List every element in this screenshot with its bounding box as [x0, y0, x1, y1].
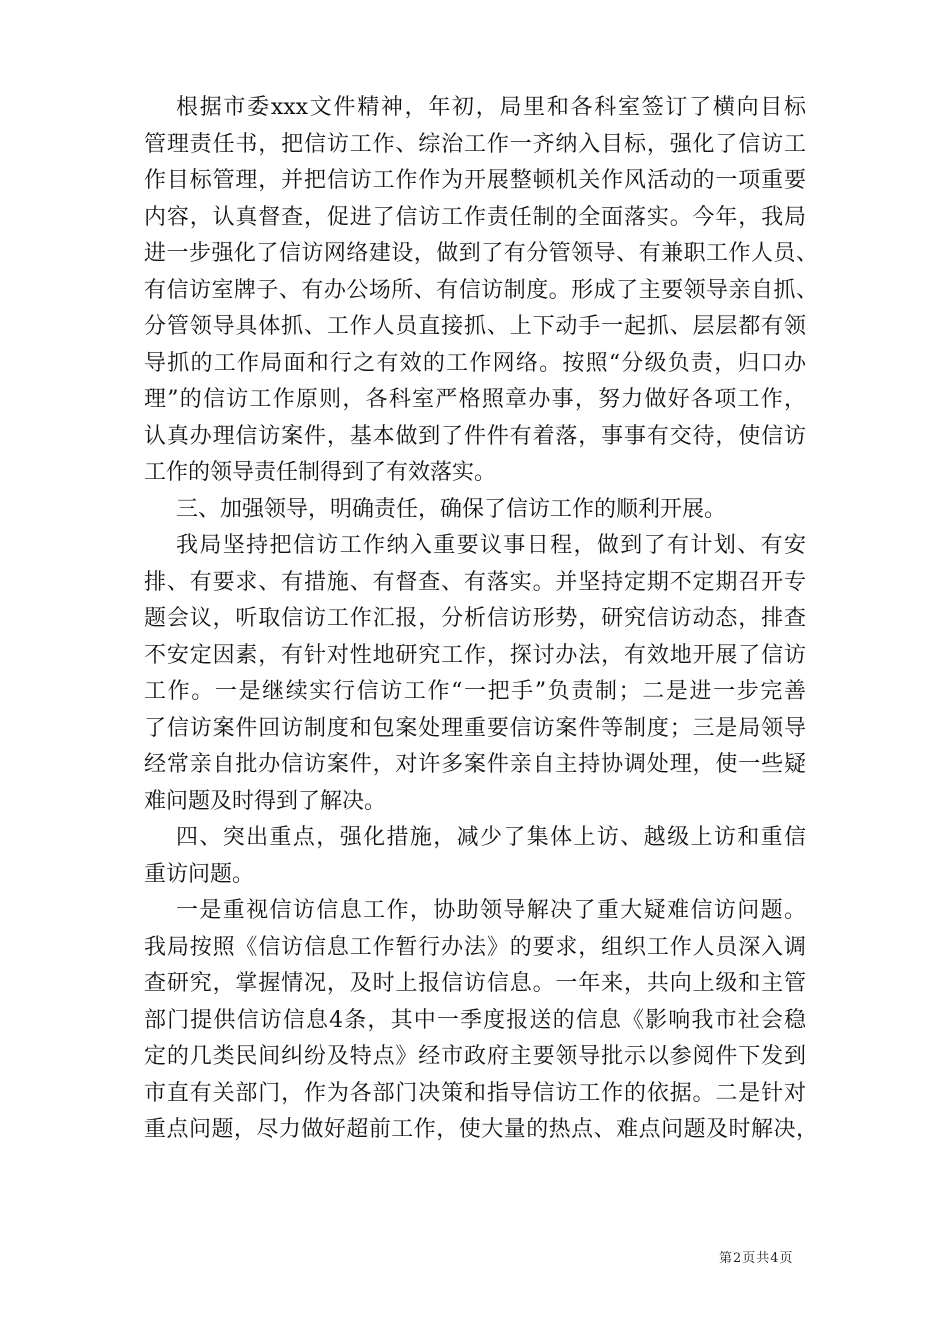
- paragraph-line: 了信访案件回访制度和包案处理重要信访案件等制度；三是局领导: [144, 716, 806, 741]
- paragraph-line: 重点问题，尽力做好超前工作，使大量的热点、难点问题及时解决，: [144, 1117, 818, 1142]
- paragraph-line: 作目标管理，并把信访工作作为开展整顿机关作风活动的一项重要: [144, 168, 806, 193]
- paragraph-line: 排、有要求、有措施、有督查、有落实。并坚持定期不定期召开专: [144, 570, 806, 595]
- paragraph-line: 我局按照《信访信息工作暂行办法》的要求，组织工作人员深入调: [144, 935, 806, 960]
- paragraph-line: 进一步强化了信访网络建设，做到了有分管领导、有兼职工作人员、: [144, 241, 818, 266]
- paragraph-line: 难问题及时得到了解决。: [144, 789, 387, 814]
- paragraph-line: 管理责任书，把信访工作、综治工作一齐纳入目标，强化了信访工: [144, 132, 806, 157]
- paragraph-line: 题会议，听取信访工作汇报，分析信访形势，研究信访动态，排查: [144, 606, 806, 631]
- paragraph-line: 部门提供信访信息4条，其中一季度报送的信息《影响我市社会稳: [144, 1008, 806, 1033]
- paragraph-line: 我局坚持把信访工作纳入重要议事日程，做到了有计划、有安: [176, 533, 806, 558]
- paragraph-line: 查研究，掌握情况，及时上报信访信息。一年来，共向上级和主管: [144, 971, 806, 996]
- paragraph-line: 一是重视信访信息工作，协助领导解决了重大疑难信访问题。: [176, 898, 806, 923]
- page-number: 第2页共4页: [719, 1251, 794, 1266]
- paragraph-line: 不安定因素，有针对性地研究工作，探讨办法，有效地开展了信访: [144, 643, 806, 668]
- paragraph-line: 定的几类民间纠纷及特点》经市政府主要领导批示以参阅件下发到: [144, 1044, 806, 1069]
- paragraph-line: 工作的领导责任制得到了有效落实。: [144, 460, 497, 485]
- paragraph-line: 有信访室牌子、有办公场所、有信访制度。形成了主要领导亲自抓、: [144, 278, 818, 303]
- paragraph-line: 理”的信访工作原则，各科室严格照章办事，努力做好各项工作，: [144, 387, 806, 412]
- paragraph-line: 分管领导具体抓、工作人员直接抓、上下动手一起抓、层层都有领: [144, 314, 806, 339]
- paragraph-line: 内容，认真督查，促进了信访工作责任制的全面落实。今年，我局: [144, 205, 806, 230]
- paragraph-line: 导抓的工作局面和行之有效的工作网络。按照“分级负责，归口办: [144, 351, 806, 376]
- paragraph-line: 认真办理信访案件，基本做到了件件有着落，事事有交待，使信访: [144, 424, 806, 449]
- section-heading: 重访问题。: [144, 862, 255, 887]
- paragraph-line: 经常亲自批办信访案件，对许多案件亲自主持协调处理，使一些疑: [144, 752, 806, 777]
- section-heading: 三、加强领导，明确责任，确保了信访工作的顺利开展。: [176, 497, 727, 522]
- section-heading: 四、突出重点，强化措施，减少了集体上访、越级上访和重信: [176, 825, 806, 850]
- paragraph-line: 市直有关部门，作为各部门决策和指导信访工作的依据。二是针对: [144, 1081, 806, 1106]
- paragraph-line: 工作。一是继续实行信访工作“一把手”负责制；二是进一步完善: [144, 679, 806, 704]
- paragraph-line: 根据市委xxx文件精神，年初，局里和各科室签订了横向目标: [176, 95, 806, 120]
